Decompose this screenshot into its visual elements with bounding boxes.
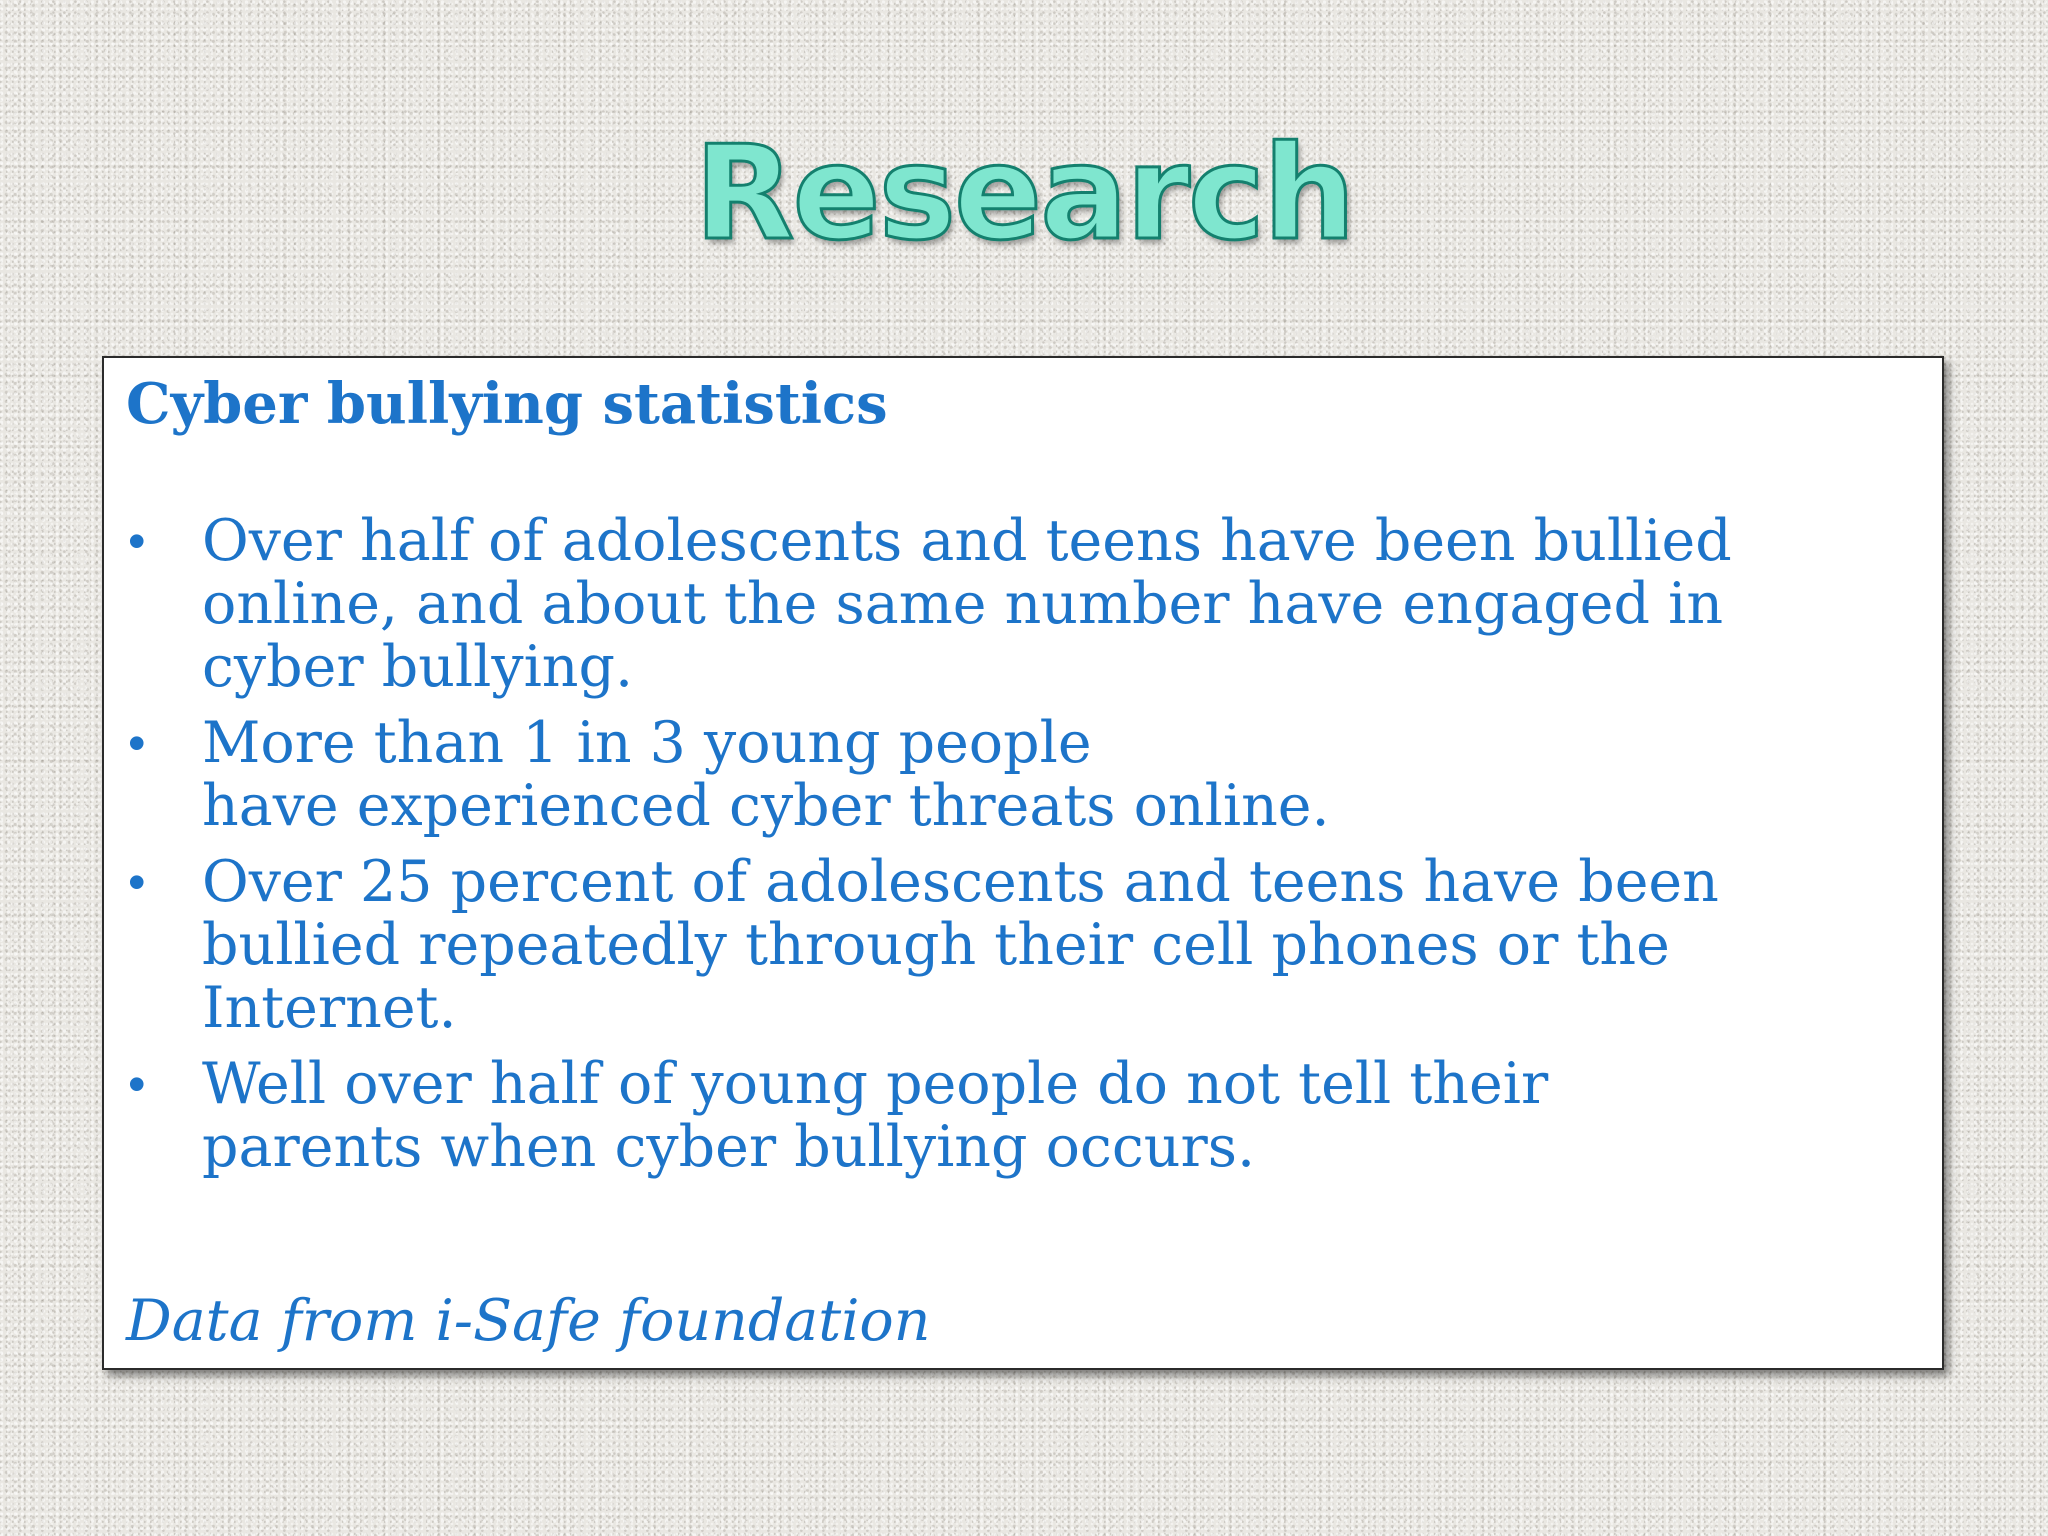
bullet-icon: • [128, 513, 146, 569]
bullet-icon: • [128, 715, 146, 771]
bullet-line: More than 1 in 3 young people [202, 710, 1092, 776]
bullet-line: bullied repeatedly through their cell phones or the [202, 912, 1670, 978]
bullet-icon: • [128, 1056, 146, 1112]
bullet-line: Internet. [202, 975, 457, 1041]
statistics-list [126, 510, 1926, 1192]
bullet-line: Over half of adolescents and teens have been bullied [202, 508, 1732, 574]
list-item [126, 851, 1926, 1040]
bullet-line: cyber bullying. [202, 634, 634, 700]
bullet-line: Over 25 percent of adolescents and teens have been [202, 849, 1719, 915]
list-item [126, 712, 1926, 838]
bullet-line: Well over half of young people do not tell their [202, 1051, 1549, 1117]
bullet-icon: • [128, 854, 146, 910]
bullet-line: online, and about the same number have engaged in [202, 571, 1724, 637]
list-item [126, 1053, 1926, 1179]
list-item [126, 510, 1926, 699]
source-note: Data from i-Safe foundation [126, 1288, 931, 1354]
bullet-line: have experienced cyber threats online. [202, 773, 1330, 839]
box-heading: Cyber bullying statistics [126, 371, 888, 437]
slide-title: Research [694, 117, 1354, 269]
statistics-box [102, 356, 1944, 1370]
bullet-line: parents when cyber bullying occurs. [202, 1114, 1256, 1180]
